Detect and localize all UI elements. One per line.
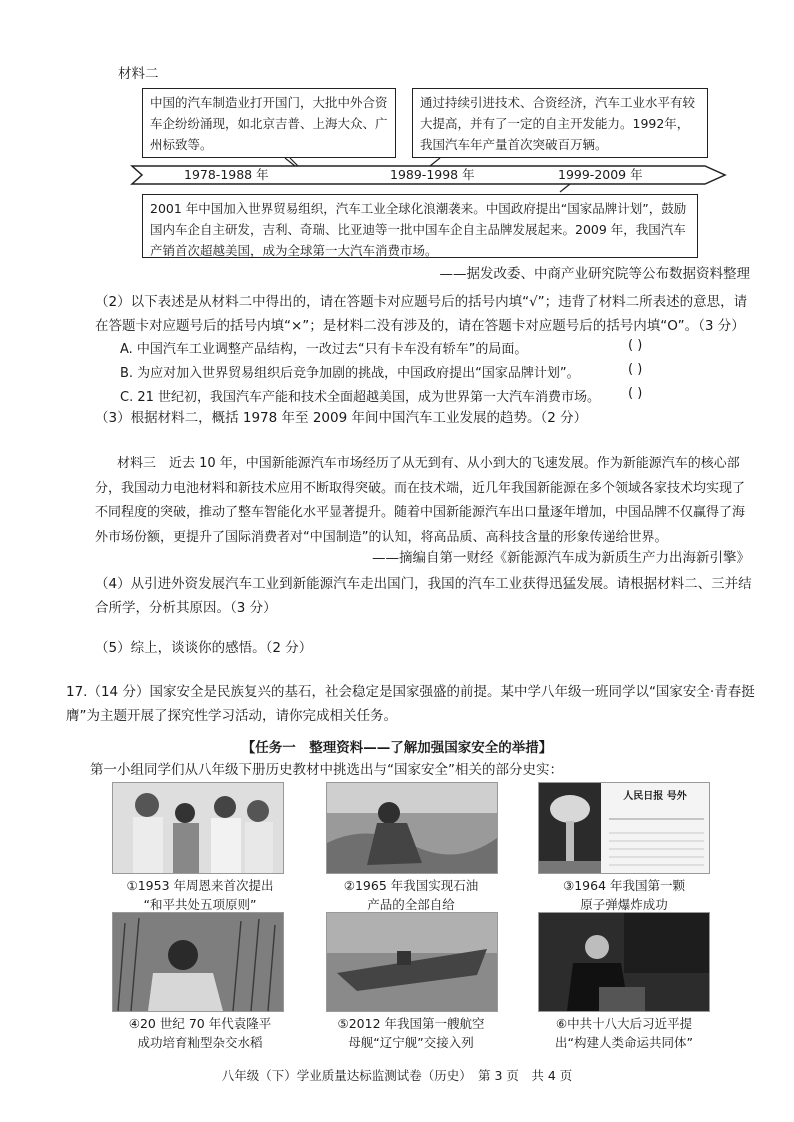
material2-label: 材料二 (118, 66, 159, 82)
question-4: （4）从引进外资发展汽车工业到新能源汽车走出国门，我国的汽车工业获得迅猛发展。请根据材料二、三并结合所学，分析其原因。（3 分） (95, 576, 752, 616)
page-footer: 八年级（下）学业质量达标监测试卷（历史） 第 3 页 共 4 页 (221, 1068, 573, 1083)
material3-text: 材料三 近去 10 年，中国新能源汽车市场经历了从无到有、从小到大的飞速发展。作为新能源汽车的核心部分，我国动力电池材料和新技术应用不断取得突破。而在技术端，近几年我国新能源在多个领域各家技术均实现了不同程度的突破，推动了整车智能化水平显著提升。随着中国新能源汽车出口量逐年增加，中国品牌不仅赢得了海外市场份额，更提升了国际消费者对“中国制造”的认知，将高品质、高科技含量的形象传递给世界。 (95, 456, 746, 545)
photo-xi-speech (538, 912, 710, 1012)
material2-box-1999: 2001 年中国加入世界贸易组织，汽车工业全球化浪潮袭来。中国政府提出“国家品牌计划”，鼓励国内车企自主研发，吉利、奇瑞、比亚迪等一批中国车企自主品牌发展起来。2009 年，我国汽车产销首次超越美国，成为全球第一大汽车消费市场。 (142, 194, 698, 258)
q2-option-a: A. 中国汽车工业调整产品结构，一改过去“只有卡车没有轿车”的局面。 (120, 342, 528, 357)
question-17-stem: 17.（14 分）国家安全是民族复兴的基石，社会稳定是国家强盛的前提。某中学八年级一班同学以“国家安全·青春挺膺”为主题开展了探究性学习活动，请你完成相关任务。 (66, 684, 755, 724)
photo-zhou-enlai (112, 782, 284, 874)
caption-1: ①1953 年周恩来首次提出 “和平共处五项原则” (126, 878, 274, 912)
photo-oil-worker (326, 782, 498, 874)
material2-box-1978: 中国的汽车制造业打开国门，大批中外合资车企纷纷涌现，如北京吉普、上海大众、广州标致等。 (142, 88, 396, 158)
caption-6: ⑥中共十八大后习近平提 出“构建人类命运共同体” (555, 1016, 693, 1050)
task1-title: 【任务一 整理资料——了解加强国家安全的举措】 (241, 740, 553, 756)
material3-source: ——摘编自第一财经《新能源汽车成为新质生产力出海新引擎》 (372, 550, 750, 566)
q2-option-c: C. 21 世纪初，我国汽车产能和技术全面超越美国，成为世界第一大汽车消费市场。 (120, 390, 601, 405)
caption-3: ③1964 年我国第一颗 原子弹爆炸成功 (563, 878, 685, 912)
caption-2: ②1965 年我国实现石油 产品的全部自给 (343, 878, 479, 912)
question-5: （5）综上，谈谈你的感悟。（2 分） (95, 640, 313, 656)
timeline-period-3: 1999-2009 年 (558, 167, 643, 182)
material2-source: ——据发改委、中商产业研究院等公布数据资料整理 (439, 266, 750, 282)
newspaper-masthead: 人民日报 号外 (623, 791, 687, 802)
question-3: （3）根据材料二，概括 1978 年至 2009 年间中国汽车工业发展的趋势。（2 分） (95, 410, 588, 426)
timeline-period-2: 1989-1998 年 (390, 167, 475, 182)
q2-blank-b[interactable]: ( ) (628, 362, 643, 377)
task1-intro: 第一小组同学们从八年级下册历史教材中挑选出与“国家安全”相关的部分史实： (90, 762, 563, 778)
question-2-stem: （2）以下表述是从材料二中得出的，请在答题卡对应题号后的括号内填“√”；违背了材料二所表述的意思，请在答题卡对应题号后的括号内填“×”；是材料二没有涉及的，请在答题卡对应题号后的括号内填“O”。（3 分） (95, 294, 748, 334)
photo-liaoning-carrier (326, 912, 498, 1012)
caption-5: ⑤2012 年我国第一艘航空 母舰“辽宁舰”交接入列 (337, 1016, 485, 1050)
q2-blank-a[interactable]: ( ) (628, 338, 643, 353)
q2-blank-c[interactable]: ( ) (628, 386, 643, 401)
timeline-period-1: 1978-1988 年 (184, 167, 269, 182)
photo-yuan-longping (112, 912, 284, 1012)
q2-option-b: B. 为应对加入世界贸易组织后竞争加剧的挑战，中国政府提出“国家品牌计划”。 (120, 366, 580, 381)
photo-atomic-bomb (538, 782, 710, 874)
material2-box-1989: 通过持续引进技术、合资经济，汽车工业水平有较大提高，并有了一定的自主开发能力。1992年，我国汽车年产量首次突破百万辆。 (412, 88, 708, 158)
caption-4: ④20 世纪 70 年代袁隆平 成功培育籼型杂交水稻 (128, 1016, 272, 1050)
